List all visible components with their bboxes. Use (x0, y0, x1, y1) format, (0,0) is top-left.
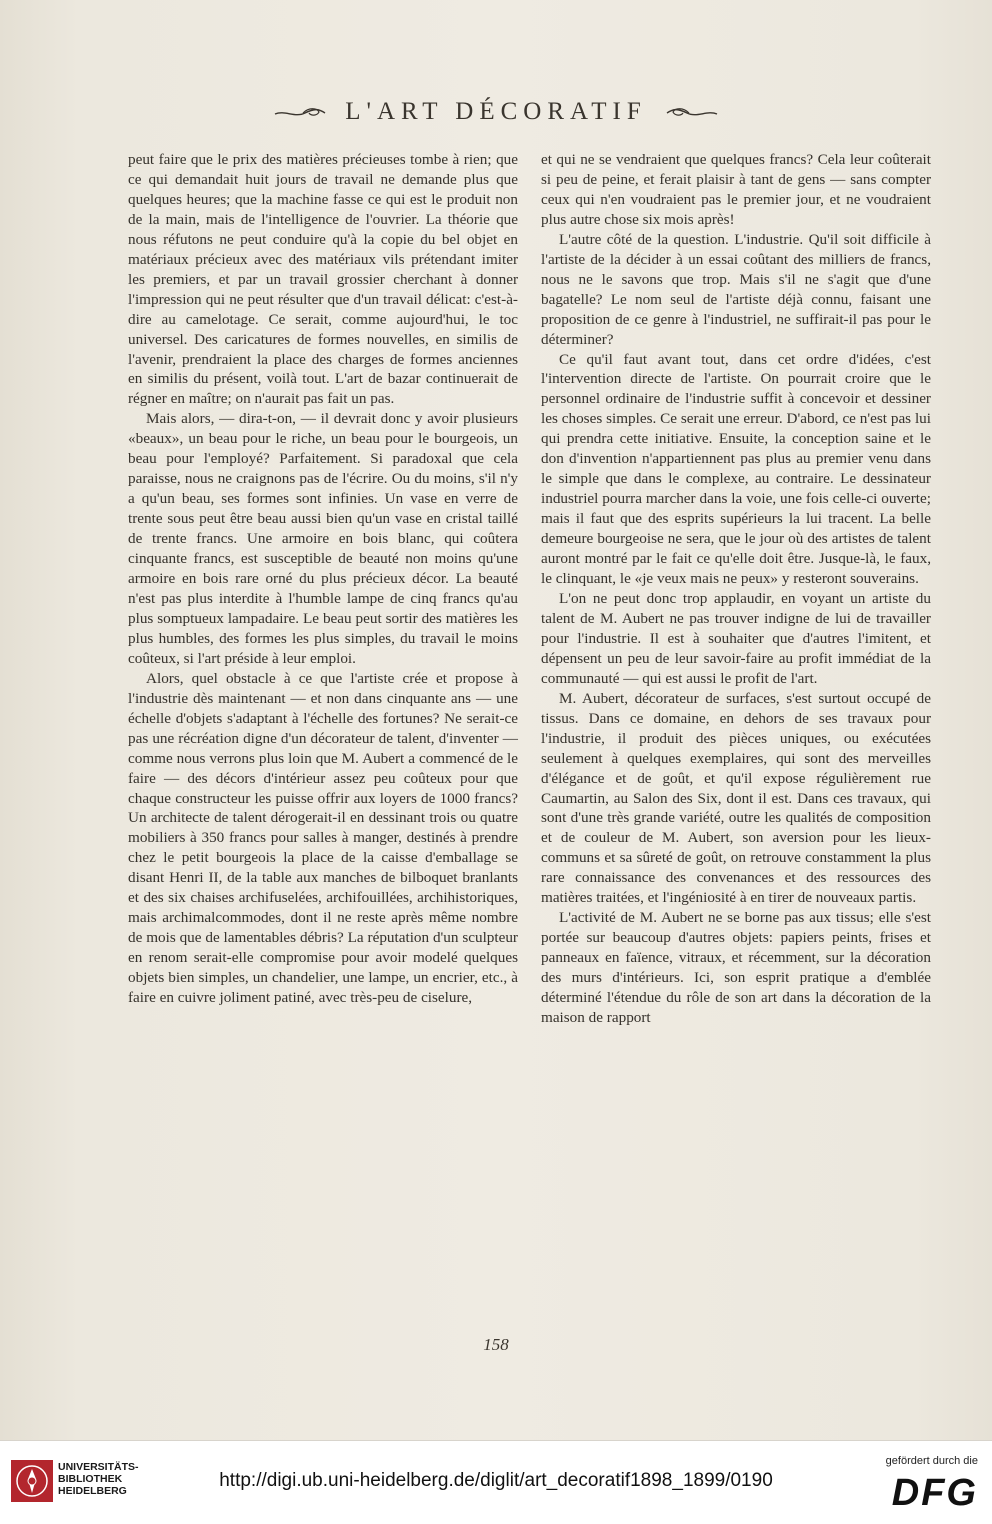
left-flourish-ornament-icon (273, 106, 327, 120)
institution-line: HEIDELBERG (58, 1485, 127, 1497)
paragraph: M. Aubert, décorateur de surfaces, s'est surtout occupé de tissus. Dans ce domaine, en dehors de ses travaux pour l'industrie, il produit des pièces uniques, ou exécutées seulement à quelques exemplaires, qui sont des merveilles d'élégance et de goût, et qu'il expose régulièrement rue Caumartin, au Salon des Six, dont il est. Dans ces travaux, qui sont d'une très grande variété, outre les qualités de composition et de couleur de M. Aubert, son aversion pour les lieux-communs et sa sûreté de goût, on retrouve constamment la plus rare connaissance des convenances et des ressources des matières traitées, et l'ingéniosité à en tirer de nouveaux partis. (541, 689, 931, 907)
digitization-footer (0, 1440, 992, 1524)
institution-line: UNIVERSITÄTS- (58, 1461, 139, 1473)
dfg-logo: DFG (891, 1472, 978, 1514)
journal-title: L'ART DÉCORATIF (345, 98, 647, 125)
paragraph: Alors, quel obstacle à ce que l'artiste crée et propose à l'industrie dès maintenant — et non dans cinquante ans — une échelle d'objets s'adaptant à l'échelle des fortunes? Ne serait-ce pas une récréation digne d'un décorateur de talent, d'inventer — comme nous verrons plus loin que M. Aubert a commencé de le faire — des décors d'intérieur assez peu coûteux pour que chaque constructeur les puisse offrir aux loyers de 1000 francs? Un architecte de talent dérogerait-il en dessinant trois ou quatre mobiliers à 350 francs pour salles à manger, destinés à prendre chez le petit bourgeois la place de la caisse d'emballage se disant Henri II, de la table aux manches de bilboquet branlants et des six chaises archifuselées, archifouillées, archihistoriques, mais archimalcommodes, dont il ne reste après même nombre de mois que de lamentables débris? La réputation d'un sculpteur en renom serait-elle compromise pour avoir modelé quelques objets bien simples, un chandelier, une lampe, un encrier, etc., à faire en cuivre joliment patiné, avec très-peu de ciselure, (128, 669, 518, 1007)
paragraph: L'activité de M. Aubert ne se borne pas aux tissus; elle s'est portée sur beaucoup d'autres objets: papiers peints, frises et panneaux en faïence, vitraux, et récemment, sur la décoration des murs d'intérieurs. Ici, son esprit pratique a d'emblée déterminé l'étendue du rôle de son art dans la décoration de la maison de rapport (541, 909, 931, 1026)
paragraph: L'autre côté de la question. L'industrie. Qu'il soit difficile à l'artiste de la décider à un essai coûtant des milliers de francs, nous ne le savons que trop. Mais s'il ne s'agit que d'une bagatelle? Le nom seul de l'artiste déjà connu, faisant une proposition de ce genre à l'industriel, ne suffirait-il pas pour le déterminer? (541, 230, 931, 348)
paragraph: et qui ne se vendraient que quelques francs? Cela leur coûterait si peu de peine, et ferait plaisir à tant de gens — sans compter ceux qui n'en voudraient pas le premier jour, et ne voudraient plus autre chose six mois après! (541, 151, 931, 228)
right-flourish-ornament-icon (665, 106, 719, 120)
paragraph: peut faire que le prix des matières précieuses tombe à rien; que ce qui demandait huit jours de travail ne demande plus que quelques heures; que la machine fasse ce qui est le produit non de la main, mais de l'intelligence de l'ouvrier. La théorie que nous réfutons ne peut conduire qu'à la copie du bel objet en matériaux précieux avec des matériaux vils prétendant imiter les premiers, et par un travail grossier cherchant à donner l'impression qui ne peut résulter que d'un travail délicat: c'est-à-dire au camelotage. Ce serait, comme aujourd'hui, le toc universel. Des caricatures de formes nouvelles, en similis de l'avenir, prendraient la place des charges de formes anciennes en similis du présent, voilà tout. L'art de bazar continuerait de régner en maître; on n'aurait pas fait un pas. (128, 151, 518, 408)
right-text-column (541, 150, 931, 1028)
institution-line: BIBLIOTHEK (58, 1473, 123, 1485)
left-text-column (128, 150, 518, 1008)
paragraph: Mais alors, — dira-t-on, — il devrait donc y avoir plusieurs «beaux», un beau pour le riche, un beau pour le bourgeois, un beau pour l'employé? Parfaitement. Si paradoxal que cela paraisse, nous ne craignons pas de l'écrire. Ou du moins, s'il n'y a qu'un beau, ses formes sont infinies. Un vase en verre de trente sous peut être beau aussi bien qu'un vase en cristal taillé de trente francs. Une armoire en bois blanc, qui coûtera cinquante francs, est susceptible de beauté non moins qu'une armoire en bois rare orné du plus précieux décor. La beauté n'est pas plus interdite à l'humble lampe de cinq francs qu'au plus somptueux lampadaire. Le beau peut sortir des matières les plus humbles, des formes les plus simples, du travail le moins coûteux, si l'art préside à leur emploi. (128, 410, 518, 667)
running-header (0, 98, 992, 126)
permalink-url[interactable]: http://digi.ub.uni-heidelberg.de/diglit/art_decoratif1898_1899/0190 (219, 1470, 773, 1491)
paragraph: Ce qu'il faut avant tout, dans cet ordre d'idées, c'est l'intervention directe de l'artiste. On pourrait croire que le personnel ordinaire de l'industrie suffit à concevoir et dessiner les choses simples. Ce serait une erreur. D'abord, ce n'est pas lui qui prendra cette initiative. Ensuite, la conception saine et le don d'invention n'appartiennent pas plus au premier venu dans le simple que dans le complexe, au contraire. Le dessinateur industriel pourra marcher dans la voie, une fois celle-ci ouverte; mais il faut que des esprits supérieurs la lui tracent. La belle demeure bourgeoise ne sera, que le jour où des artistes de talent auront montré par le fait ce qu'elle doit être. Jusque-là, le faux, le clinquant, le «je veux mais ne peux» y resteront souverains. (541, 350, 931, 588)
funded-by-label: gefördert durch die (885, 1455, 978, 1467)
paragraph: L'on ne peut donc trop applaudir, en voyant un artiste du talent de M. Aubert ne pas trouver indigne de lui de travailler pour l'industrie. Il est à souhaiter que d'autres l'imitent, et dépensent un peu de leur savoir-faire au profit immédiat de la communauté — qui est aussi le profit de l'art. (541, 589, 931, 687)
page-number: 158 (483, 1335, 509, 1354)
